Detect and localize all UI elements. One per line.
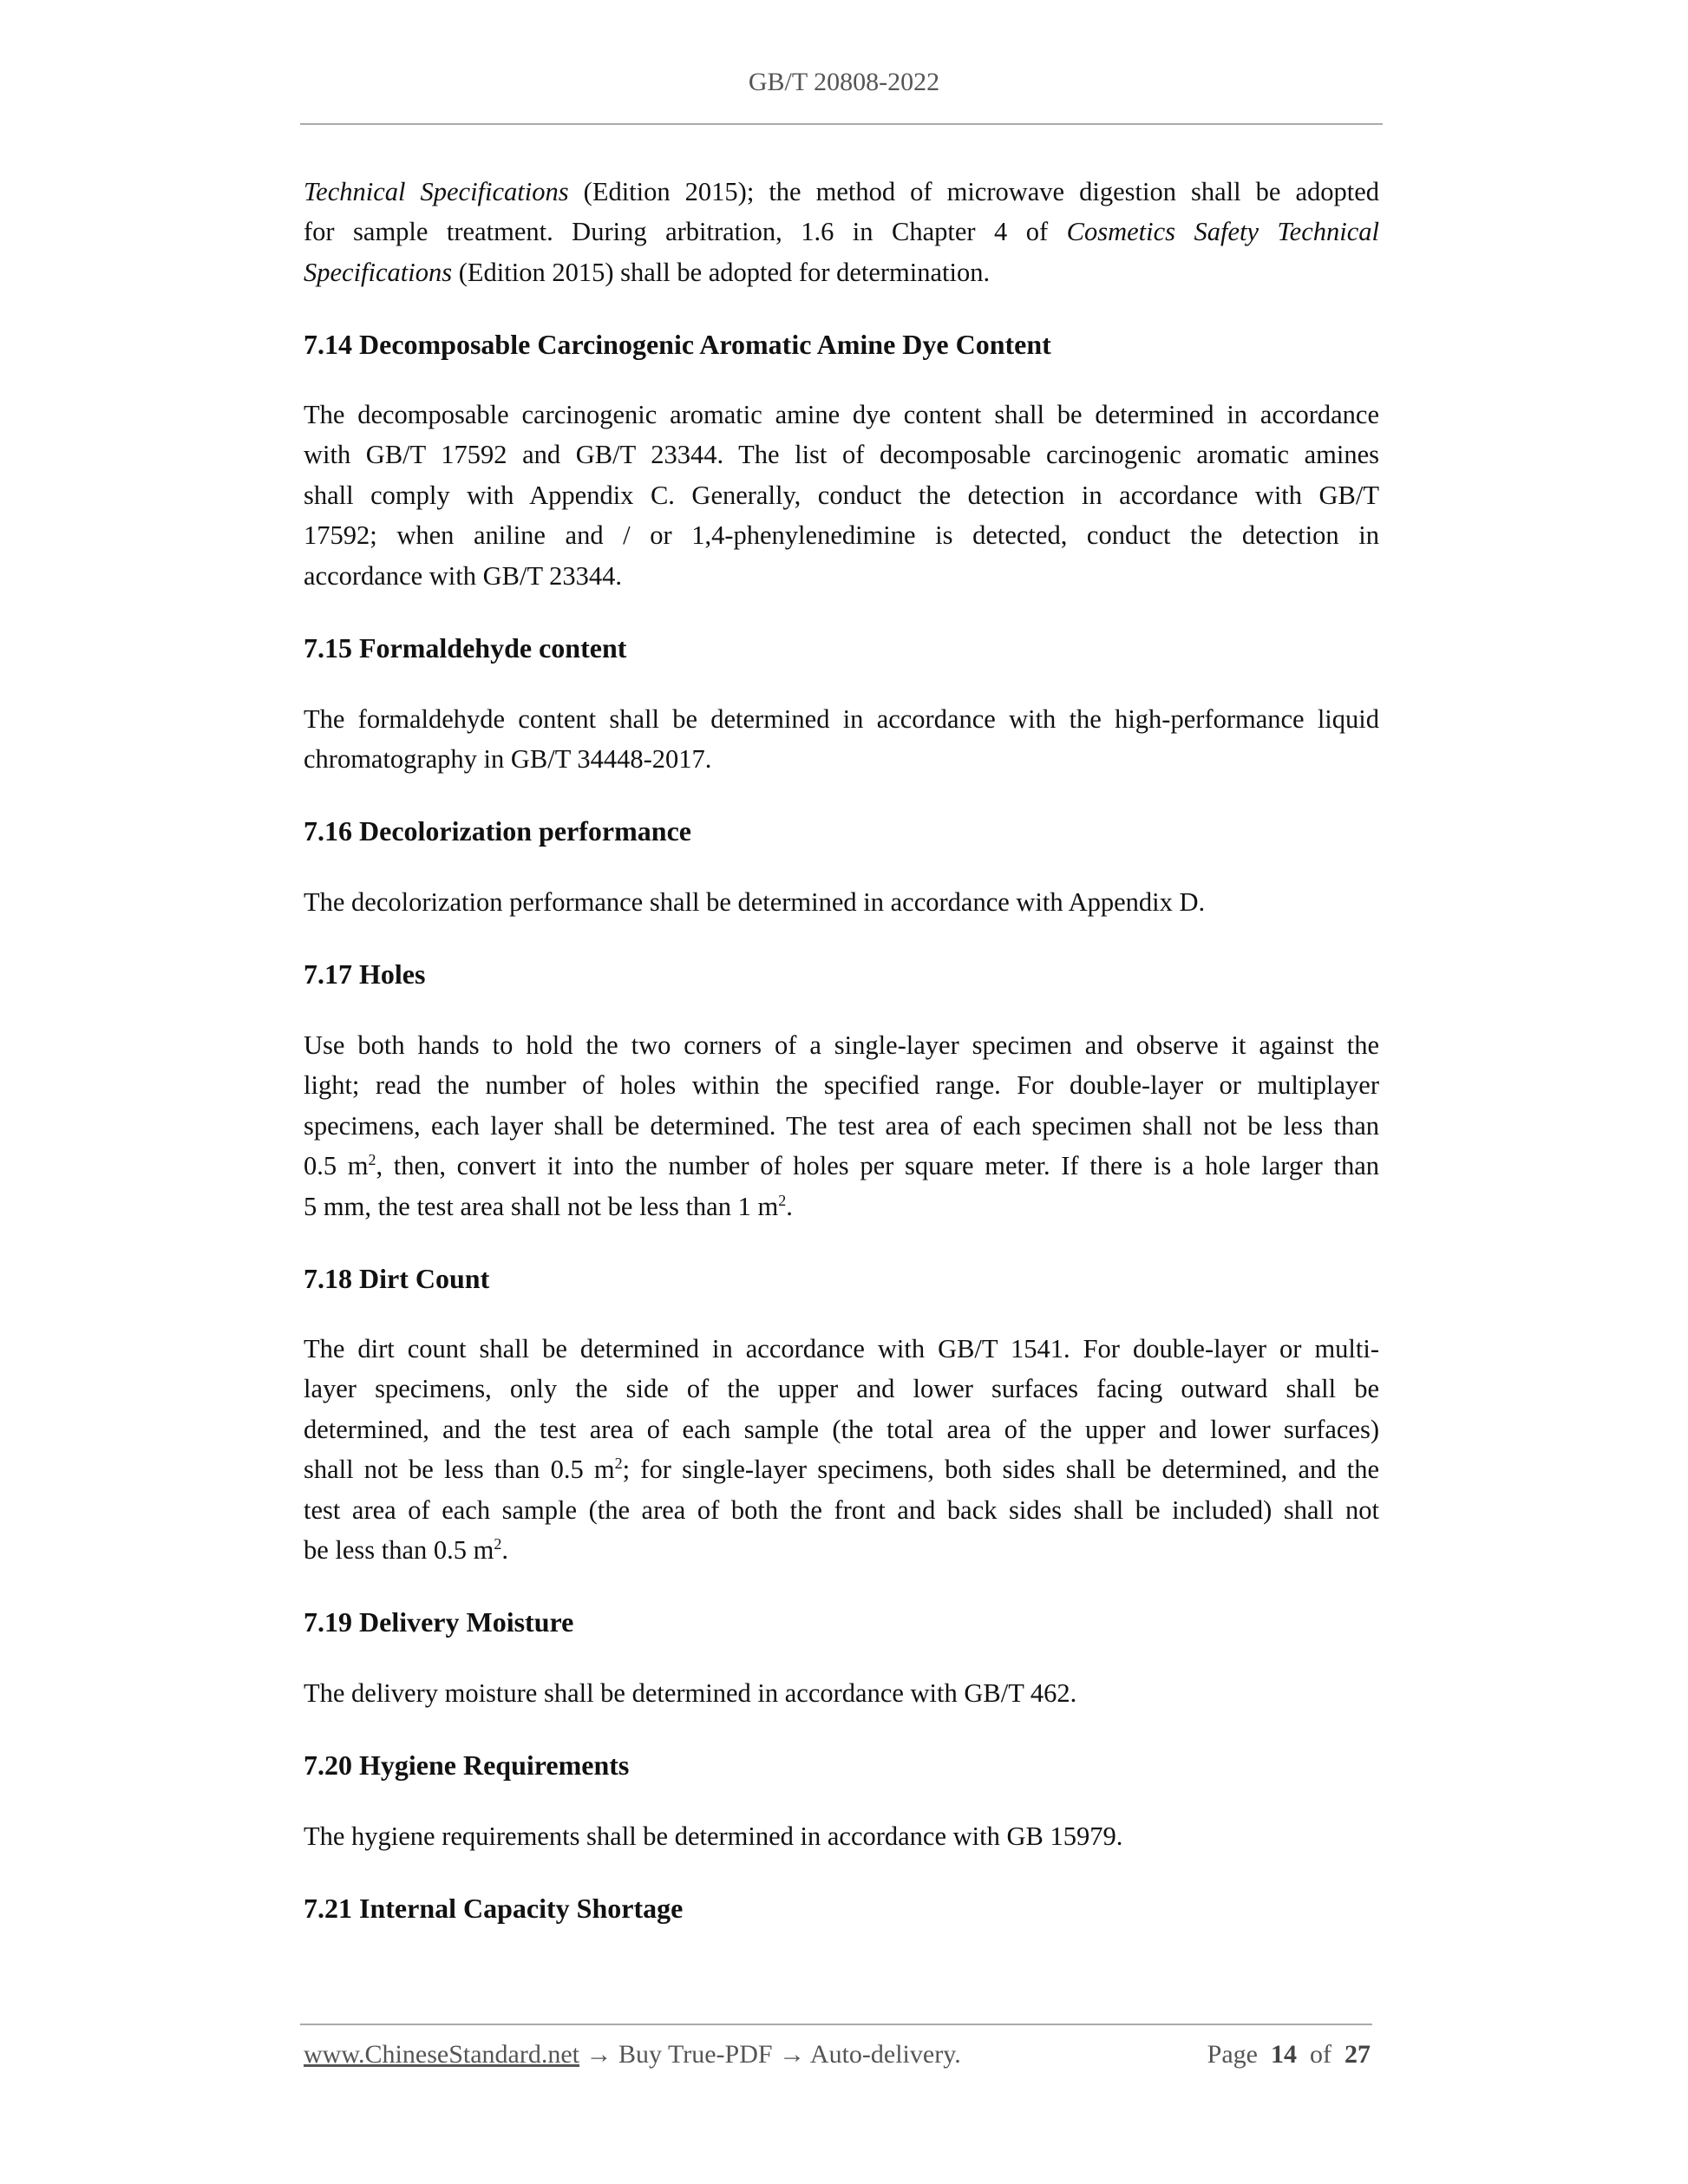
- text-line: [304, 1146, 1379, 1186]
- current-page: 14: [1271, 2040, 1297, 2069]
- text-run: .: [501, 1534, 509, 1565]
- text-run: The decolorization performance shall be determined in accordance with Appendix D.: [304, 887, 1206, 917]
- section-heading: 7.15 Formaldehyde content: [304, 632, 627, 664]
- text-run: determined, and the test area of each sample (the total area of the upper and lower surfaces): [304, 1414, 1379, 1444]
- paragraph: [304, 699, 1379, 780]
- section-heading: 7.17 Holes: [304, 958, 426, 990]
- text-run: , then, convert it into the number of holes per square meter. If there is a hole larger than: [376, 1151, 1379, 1181]
- text-run: The hygiene requirements shall be determined in accordance with GB 15979.: [304, 1821, 1123, 1851]
- text-line: [304, 1106, 1379, 1146]
- text-run: (Edition 2015); the method of microwave digestion shall be adopted: [568, 177, 1379, 206]
- text-line: [304, 212, 1379, 252]
- page-label: Page: [1207, 2040, 1258, 2069]
- text-run: 17592; when aniline and / or 1,4-phenylenedimine is detected, conduct the detection in: [304, 520, 1379, 551]
- text-line: [304, 395, 1379, 435]
- paragraph: [304, 1673, 1379, 1713]
- text-run: .: [786, 1191, 793, 1221]
- header-rule: [300, 123, 1383, 125]
- section-heading: 7.18 Dirt Count: [304, 1263, 490, 1294]
- footer-promo-text: → Buy True-PDF → Auto-delivery.: [579, 2040, 961, 2069]
- page-footer: [304, 2040, 1371, 2070]
- text-run: layer specimens, only the side of the upper and lower surfaces facing outward shall be: [304, 1374, 1379, 1404]
- text-run: The dirt count shall be determined in accordance with GB/T 1541. For double-layer or multi-: [304, 1334, 1379, 1363]
- text-line: [304, 1816, 1379, 1856]
- text-line: [304, 475, 1379, 515]
- section-heading: 7.21 Internal Capacity Shortage: [304, 1893, 684, 1924]
- text-line: [304, 882, 1379, 922]
- text-line: [304, 515, 1379, 555]
- text-run: 5 mm, the test area shall not be less than 1 m: [304, 1191, 779, 1221]
- italic-title: Specifications: [304, 257, 453, 287]
- superscript: 2: [368, 1151, 376, 1169]
- text-run: with GB/T 17592 and GB/T 23344. The list of decomposable carcinogenic aromatic amines: [304, 440, 1379, 470]
- text-line: [304, 435, 1379, 474]
- text-line: [304, 699, 1379, 739]
- italic-title: Cosmetics Safety Technical: [1066, 217, 1379, 247]
- text-line: [304, 556, 1379, 596]
- text-line: [304, 1409, 1379, 1449]
- text-run: The decomposable carcinogenic aromatic amine dye content shall be determined in accordance: [304, 400, 1379, 429]
- text-line: [304, 1449, 1379, 1489]
- paragraph: [304, 395, 1379, 596]
- section-heading: 7.16 Decolorization performance: [304, 815, 691, 847]
- page-number: [1207, 2040, 1371, 2070]
- section-heading: 7.19 Delivery Moisture: [304, 1606, 574, 1638]
- superscript: 2: [494, 1534, 502, 1553]
- of-label: of: [1310, 2040, 1331, 2069]
- text-line: [304, 1025, 1379, 1065]
- paragraph: [304, 1816, 1379, 1856]
- text-run: be less than 0.5 m: [304, 1534, 494, 1565]
- paragraph: [304, 1025, 1379, 1226]
- section-heading: 7.20 Hygiene Requirements: [304, 1749, 630, 1781]
- footer-rule: [300, 2024, 1372, 2025]
- text-line: [304, 1530, 1379, 1570]
- footer-promo: [304, 2040, 961, 2070]
- text-run: The formaldehyde content shall be determined in accordance with the high-performance liquid: [304, 704, 1379, 734]
- text-run: for sample treatment. During arbitration, 1.6 in Chapter 4 of: [304, 217, 1067, 247]
- text-run: shall comply with Appendix C. Generally, conduct the detection in accordance with GB/T: [304, 480, 1379, 510]
- text-run: (Edition 2015) shall be adopted for determination.: [452, 257, 991, 287]
- text-run: The delivery moisture shall be determined in accordance with GB/T 462.: [304, 1678, 1077, 1708]
- text-run: 0.5 m: [304, 1151, 369, 1181]
- paragraph: [304, 882, 1379, 922]
- paragraph: [304, 1329, 1379, 1570]
- text-line: [304, 739, 1379, 779]
- text-run: specimens, each layer shall be determined. The test area of each specimen shall not be less than: [304, 1110, 1379, 1141]
- superscript: 2: [778, 1191, 787, 1209]
- text-run: shall not be less than 0.5 m: [304, 1455, 615, 1485]
- document-header: GB/T 20808-2022: [748, 68, 940, 96]
- text-run: test area of each sample (the area of both the front and back sides shall be included) shall not: [304, 1494, 1379, 1525]
- text-line: [304, 252, 1379, 292]
- text-line: [304, 1369, 1379, 1409]
- text-line: [304, 1490, 1379, 1530]
- text-line: [304, 1187, 1379, 1226]
- italic-title: Technical Specifications: [304, 177, 569, 206]
- text-run: accordance with GB/T 23344.: [304, 560, 623, 591]
- text-run: chromatography in GB/T 34448-2017.: [304, 744, 712, 775]
- text-line: [304, 1673, 1379, 1713]
- section-heading: 7.14 Decomposable Carcinogenic Aromatic Amine Dye Content: [304, 329, 1051, 360]
- text-run: light; read the number of holes within the specified range. For double-layer or multiplayer: [304, 1070, 1379, 1101]
- website-link[interactable]: www.ChineseStandard.net: [304, 2040, 579, 2069]
- total-pages: 27: [1345, 2040, 1371, 2069]
- paragraph: [304, 172, 1379, 292]
- superscript: 2: [614, 1455, 623, 1473]
- text-line: [304, 172, 1379, 212]
- text-line: [304, 1065, 1379, 1105]
- text-run: ; for single-layer specimens, both sides shall be determined, and the: [622, 1455, 1379, 1485]
- text-run: Use both hands to hold the two corners of a single-layer specimen and observe it against the: [304, 1030, 1379, 1060]
- text-line: [304, 1329, 1379, 1369]
